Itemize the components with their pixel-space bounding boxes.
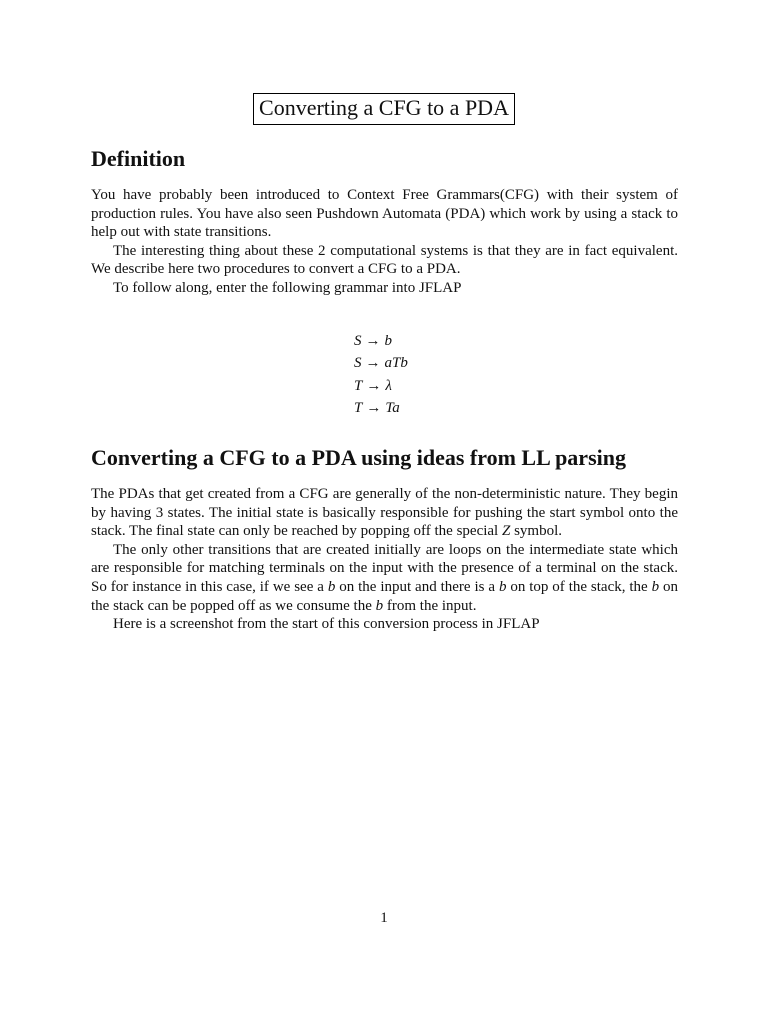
section-heading-ll-parsing: Converting a CFG to a PDA using ideas from LL parsing [91, 445, 626, 470]
arrow-symbol: → [366, 377, 382, 394]
grammar-rule [354, 352, 408, 374]
ll-parsing-body [91, 485, 678, 634]
rule-lhs: T [354, 399, 363, 416]
math-variable: Z [501, 523, 511, 540]
text-run: symbol. [510, 523, 563, 540]
text-run: on the input and there is a [335, 578, 499, 595]
grammar-rule [354, 375, 408, 397]
text-run: on the stack can be popped off as we consume the [91, 578, 679, 614]
math-variable: b [327, 578, 336, 595]
title-container [0, 93, 768, 125]
text-run: from the input. [383, 597, 477, 614]
rule-rhs: aTb [384, 355, 408, 372]
paragraph: You have probably been introduced to Context Free Grammars(CFG) with their system of production rules. You have also seen Pushdown Automata (PDA) which work by using a stack to help out with state transitions. [91, 187, 678, 241]
rule-lhs: S [354, 355, 362, 372]
rule-rhs: λ [385, 377, 392, 394]
grammar-rule [354, 330, 408, 352]
text-run: The PDAs that get created from a CFG are generally of the non-deterministic nature. They begin by having 3 states. The initial state is basically responsible for pushing the start symbol onto the stack. The final state can only be reached by popping off the special [91, 486, 678, 540]
rule-lhs: T [354, 377, 363, 394]
document-title: Converting a CFG to a PDA [253, 93, 515, 125]
paragraph [91, 541, 678, 615]
math-variable: b [498, 578, 507, 595]
rule-lhs: S [354, 333, 362, 349]
page-number: 1 [380, 910, 388, 926]
math-variable: b [375, 597, 384, 614]
grammar-rules [354, 330, 408, 419]
definition-body [91, 186, 678, 298]
arrow-symbol: → [365, 355, 381, 372]
paragraph: To follow along, enter the following grammar into JFLAP [113, 279, 462, 296]
math-variable: b [651, 578, 660, 595]
rule-rhs: b [384, 333, 392, 349]
paragraph: The interesting thing about these 2 computational systems is that they are in fact equivalent. We describe here two procedures to convert a CFG to a PDA. [91, 242, 678, 278]
rule-rhs: Ta [385, 399, 400, 416]
section-heading-definition: Definition [91, 146, 186, 171]
text-run: on top of the stack, the [506, 578, 652, 595]
grammar-rule [354, 397, 408, 419]
arrow-symbol: → [365, 333, 381, 349]
arrow-symbol: → [366, 399, 382, 416]
paragraph: Here is a screenshot from the start of this conversion process in JFLAP [113, 616, 540, 633]
paragraph [91, 485, 678, 541]
text-run: The only other transitions that are created initially are loops on the intermediate state which are responsible for matching terminals on the input with the presence of a terminal on the stack. So for instance in this case, if we see a [91, 541, 678, 595]
